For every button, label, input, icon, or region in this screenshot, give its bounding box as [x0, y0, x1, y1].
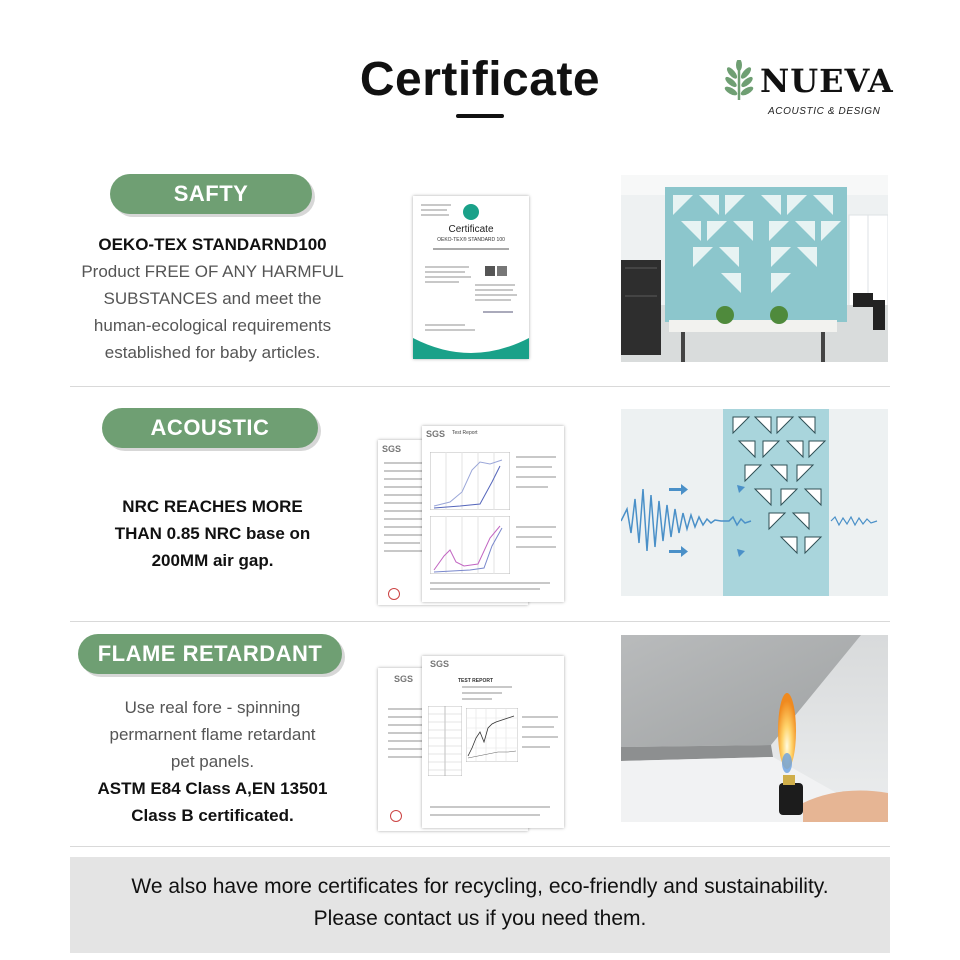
sgs-fire-report-front [422, 656, 564, 828]
certificate-doc-heading: Certificate [448, 224, 494, 235]
acoustic-line-1: NRC REACHES MORE [122, 497, 303, 516]
report-heading: Test Report [452, 430, 478, 436]
acoustic-line-2: THAN 0.85 NRC base on [114, 524, 311, 543]
section-divider [70, 846, 890, 847]
safety-line-4: human-ecological requirements [93, 316, 332, 335]
sgs-logo: SGS [426, 429, 446, 439]
flame-retardant-description [65, 694, 360, 829]
flame-line-1: Use real fore - spinning [124, 698, 301, 717]
safety-line-5: established for baby articles. [104, 343, 321, 362]
safety-line-3: SUBSTANCES and meet the [103, 289, 322, 308]
office-divider-photo [621, 175, 888, 362]
title-underline [456, 114, 504, 118]
flame-line-3: pet panels. [170, 752, 255, 771]
absorption-graph-2 [430, 516, 510, 574]
sgs-logo: SGS [382, 444, 402, 454]
safety-line-2: Product FREE OF ANY HARMFUL [81, 262, 344, 281]
brand-tagline: ACOUSTIC & DESIGN [768, 106, 881, 117]
sgs-acoustic-report-front [422, 426, 564, 602]
fire-test-table [428, 706, 462, 776]
sound-absorption-illustration [621, 409, 888, 596]
flame-retardant-badge: FLAME RETARDANT [78, 634, 342, 674]
acoustic-description [70, 493, 355, 574]
brand-logo [722, 60, 922, 120]
acoustic-badge: ACOUSTIC [102, 408, 318, 448]
sgs-logo: SGS [394, 674, 414, 684]
flame-line-2: permarnent flame retardant [109, 725, 316, 744]
flame-test-photo [621, 635, 888, 822]
fire-test-graph [466, 708, 518, 762]
certificate-doc-subheading: OEKO-TEX® STANDARD 100 [437, 237, 505, 243]
safety-badge: SAFTY [110, 174, 312, 214]
oeko-tex-certificate-image [413, 196, 529, 359]
page-title: Certificate [359, 53, 601, 106]
footer-line-1: We also have more certificates for recycling, eco-friendly and sustainability. [131, 875, 829, 898]
section-divider [70, 621, 890, 622]
absorption-graph-1 [430, 452, 510, 510]
footer-line-2: Please contact us if you need them. [313, 907, 647, 930]
footer-banner [70, 857, 890, 953]
acoustic-line-3: 200MM air gap. [151, 551, 274, 570]
brand-name: NUEVA [760, 62, 894, 100]
report-heading: TEST REPORT [458, 678, 494, 684]
safety-line-1: OEKO-TEX STANDARND100 [98, 235, 327, 254]
sgs-logo: SGS [430, 659, 450, 669]
flame-line-5: Class B certificated. [131, 806, 294, 825]
oeko-tex-logo-icon [463, 204, 479, 220]
flame-line-4: ASTM E84 Class A,EN 13501 [97, 779, 328, 798]
section-divider [70, 386, 890, 387]
leaf-icon [722, 60, 756, 100]
safety-description [60, 231, 365, 366]
